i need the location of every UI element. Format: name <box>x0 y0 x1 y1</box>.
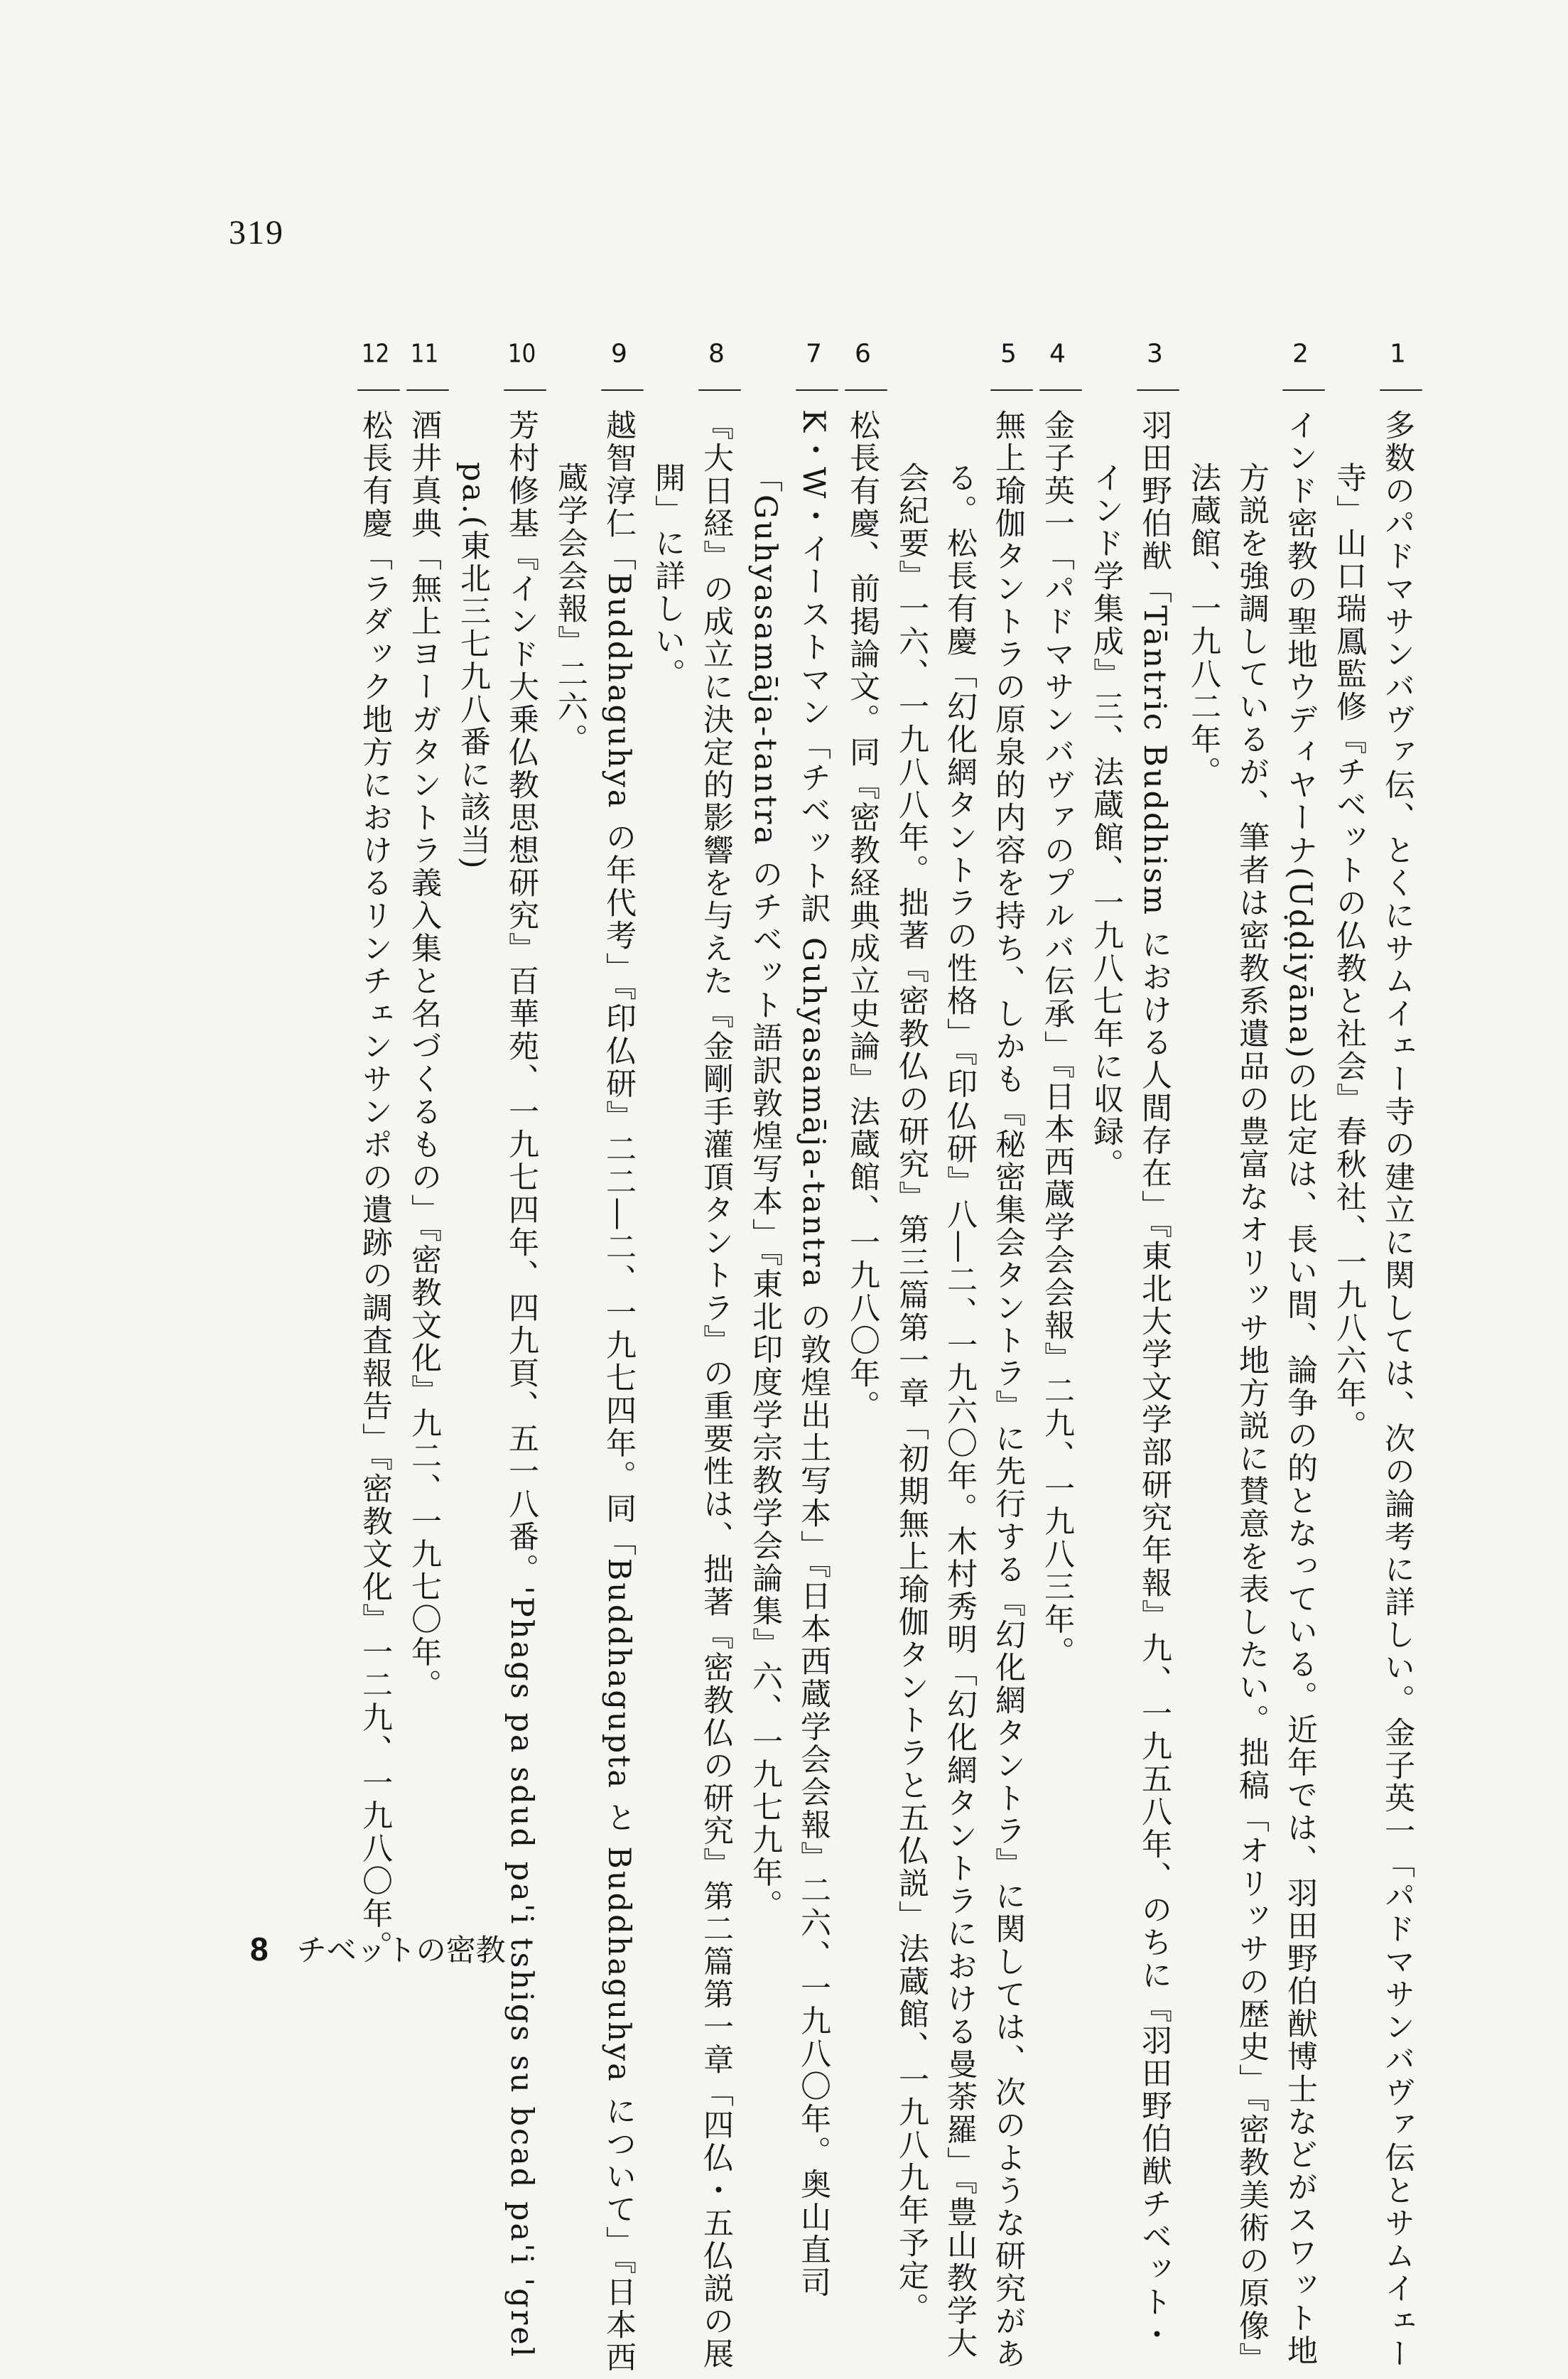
note-7 <box>741 341 838 2379</box>
note-number: 7 <box>796 389 838 391</box>
note-number: 12 <box>357 389 400 391</box>
note-3 <box>1082 341 1179 2379</box>
note-number: 3 <box>1137 389 1179 391</box>
note-text: 無上瑜伽タントラの原泉的内容を持ち、しかも『秘密集会タントラ』に先行する『幻化網タントラ』に関しては、次のような研究がある。松長有慶「幻化網タントラの性格」『印仏研』八―二、一九六〇年。木村秀明「幻化網タントラにおける曼荼羅」『豊山教学大会紀要』一六、一九八八年。拙著『密教仏の研究』第三篇第一章「初期無上瑜伽タントラと五仏説」法蔵館、一九八九年予定。 <box>894 409 1026 2370</box>
note-text: インド密教の聖地ウディヤーナ(Uḍḍiyāna)の比定は、長い間、論争の的となっている。近年では、羽田野伯猷博士などがスワット地方説を強調しているが、筆者は密教系遺品の豊富なオリッサ地方説に賛意を表したい。拙稿「オリッサの歴史」『密教美術の原像』法蔵館、一九八二年。 <box>1186 409 1318 2375</box>
note-text: 松長有慶「ラダック地方におけるリンチェンサンポの遺跡の調査報告」『密教文化』一二九、一九八〇年。 <box>357 409 393 1963</box>
note-2 <box>1179 341 1325 2379</box>
note-1 <box>1325 341 1422 2379</box>
note-12 <box>351 341 400 2379</box>
note-text: 羽田野伯猷「Tāntric Buddhism における人間存在」『東北大学文学部研究年報』九、一九五八年、のちに『羽田野伯猷チベット・インド学集成』三、法蔵館、一九八七年に収録。 <box>1088 409 1172 2352</box>
note-10 <box>449 341 546 2379</box>
note-text: 酒井真典「無上ヨーガタントラ義入集と名づくるもの」『密教文化』九二、一九七〇年。 <box>406 409 442 1702</box>
note-text: K・W・イーストマン「チベット訳 Guhyasamāja-tantra の敦煌出土写本」『日本西蔵学会会報』二六、一九八〇年。奥山直司「Guhyasamāja-tantra のチベット語訳敦煌写本」『東北印度学宗教学会論集』六、一九七九年。 <box>747 409 831 2299</box>
note-number: 6 <box>845 389 887 391</box>
note-number: 11 <box>406 389 449 391</box>
note-9 <box>546 341 644 2379</box>
note-text: 『大日経』の成立に決定的影響を与えた『金剛手灌頂タントラ』の重要性は、拙著『密教仏の研究』第二篇第一章「四仏・五仏説の展開」に詳しい。 <box>650 409 734 2370</box>
page-footer <box>250 1927 506 1970</box>
notes-section <box>351 341 1422 2379</box>
note-number: 9 <box>601 389 644 391</box>
note-number: 1 <box>1380 389 1422 391</box>
note-text: 芳村修基『インド大乗仏教思想研究』百華苑、一九七四年、四九頁、五一八番。'Phags pa sdud pa'i tshigs su bcad pa'i 'grel pa.(東北三七九八番に該当) <box>455 409 539 2359</box>
note-5 <box>887 341 1033 2379</box>
note-text: 越智淳仁「Buddhaguhya の年代考」『印仏研』二二―二、一九七四年。同「Buddhagupta と Buddhaguhya について」『日本西蔵学会会報』二六。 <box>553 409 637 2375</box>
note-number: 4 <box>1039 389 1082 391</box>
note-4 <box>1033 341 1082 2379</box>
note-text: 多数のパドマサンバヴァ伝、とくにサムイェー寺の建立に関しては、次の論考に詳しい。金子英一「パドマサンバヴァ伝とサムイェー寺」山口瑞鳳監修『チベットの仏教と社会』春秋社、一九八六年。 <box>1331 409 1415 2370</box>
note-11 <box>400 341 449 2379</box>
note-6 <box>838 341 887 2379</box>
note-number: 5 <box>990 389 1033 391</box>
note-number: 8 <box>698 389 741 391</box>
note-8 <box>644 341 741 2379</box>
page-number: 319 <box>229 214 284 252</box>
note-number: 2 <box>1282 389 1325 391</box>
note-text: 松長有慶、前掲論文。同『密教経典成立史論』法蔵館、一九八〇年。 <box>845 409 880 1423</box>
note-text: 金子英一「パドマサンバヴァのプルバ伝承」『日本西蔵学会会報』二九、一九八三年。 <box>1039 409 1075 1669</box>
footer-title: チベットの密教 <box>296 1933 506 1968</box>
footer-number: 8 <box>250 1931 269 1968</box>
note-number: 10 <box>504 389 546 391</box>
